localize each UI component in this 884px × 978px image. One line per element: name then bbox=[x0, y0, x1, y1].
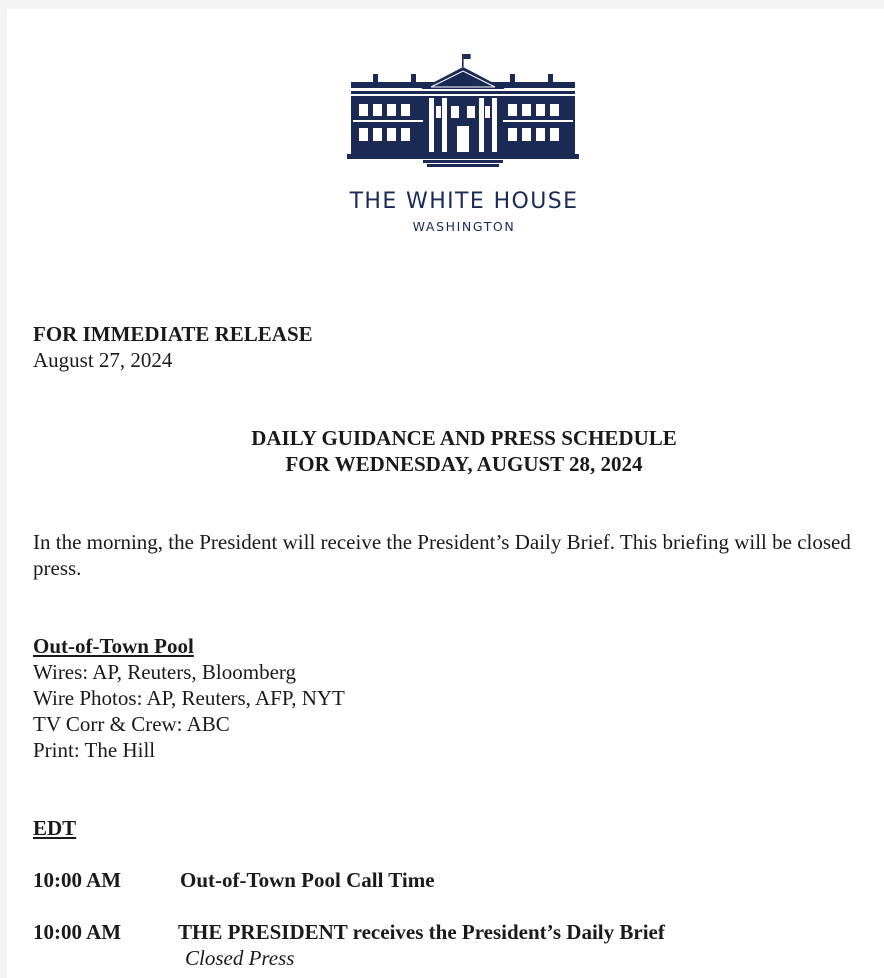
pool-line-wires: Wires: AP, Reuters, Bloomberg bbox=[33, 660, 297, 684]
event-time: 10:00 AM bbox=[33, 868, 122, 892]
schedule-title-line1: DAILY GUIDANCE AND PRESS SCHEDULE bbox=[251, 426, 677, 450]
pool-line-tv: TV Corr & Crew: ABC bbox=[33, 712, 230, 736]
pool-line-print: Print: The Hill bbox=[33, 738, 156, 762]
timezone-heading: EDT bbox=[33, 816, 77, 840]
header-title: THE WHITE HOUSE bbox=[349, 189, 579, 214]
intro-paragraph: In the morning, the President will receive the President’s Daily Brief. This briefing will be closed press. bbox=[33, 530, 851, 580]
schedule-title-line2: FOR WEDNESDAY, AUGUST 28, 2024 bbox=[285, 452, 643, 476]
header-subtitle: WASHINGTON bbox=[412, 219, 516, 234]
document-page bbox=[7, 9, 884, 978]
release-label: FOR IMMEDIATE RELEASE bbox=[33, 322, 313, 346]
event-title: Out-of-Town Pool Call Time bbox=[180, 868, 435, 892]
white-house-logo bbox=[345, 52, 581, 167]
event-time: 10:00 AM bbox=[33, 920, 122, 944]
event-note: Closed Press bbox=[185, 946, 295, 970]
pool-heading: Out-of-Town Pool bbox=[33, 634, 194, 658]
release-date: August 27, 2024 bbox=[33, 348, 173, 372]
pool-line-wire-photos: Wire Photos: AP, Reuters, AFP, NYT bbox=[33, 686, 345, 710]
event-title: THE PRESIDENT receives the President’s Daily Brief bbox=[178, 920, 665, 944]
